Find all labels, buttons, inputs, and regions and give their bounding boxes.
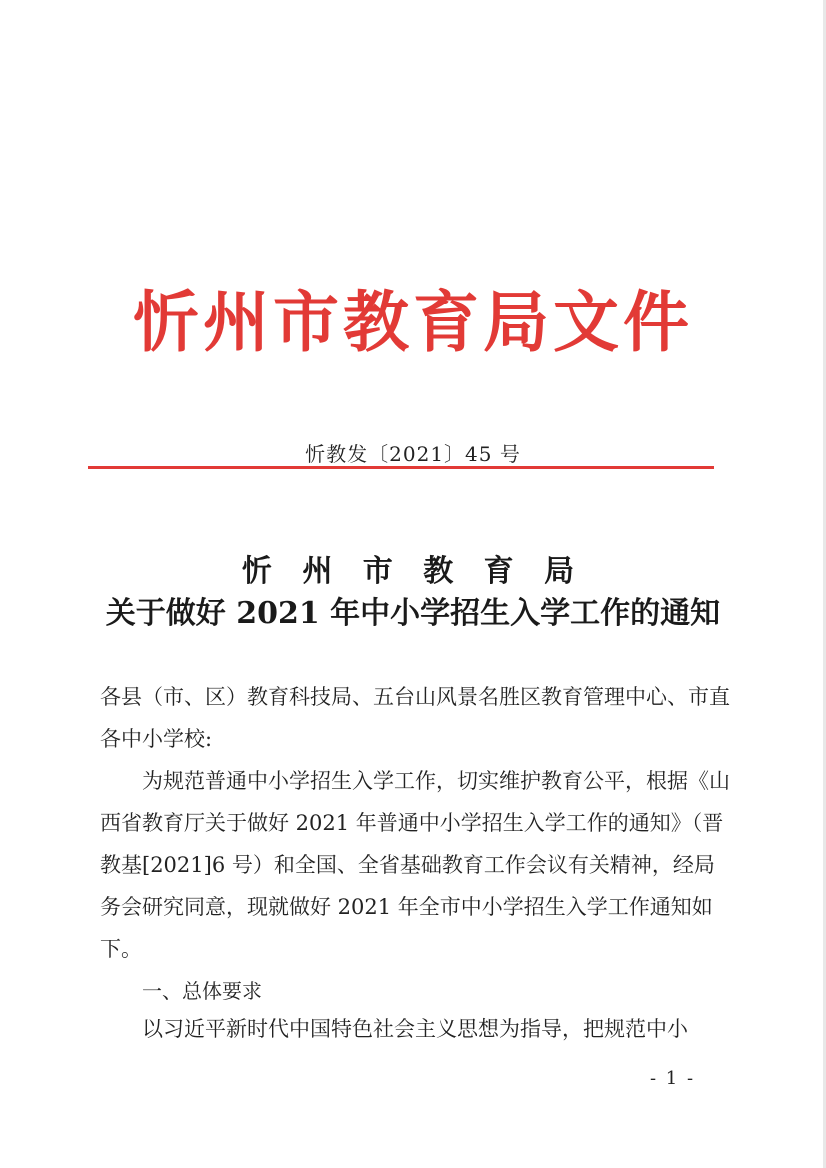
body-paragraph-2: 以习近平新时代中国特色社会主义思想为指导，把规范中小 [142, 1017, 688, 1041]
section-heading-1: 一、总体要求 [142, 979, 262, 1003]
document-number: 忻教发〔2021〕45 号 [305, 442, 521, 466]
page-number: - 1 - [650, 1068, 696, 1089]
notice-title: 关于做好 2021 年中小学招生入学工作的通知 [105, 596, 721, 631]
body-paragraph-1: 为规范普通中小学招生入学工作，切实维护教育公平，根据《山西省教育厅关于做好 2021 年普通中小学招生入学工作的通知》（晋教基[2021]6 号）和全国、全省基础教育工作会议有关精神，经局务会研究同意，现就做好 2021 年全市中小学招生入学工作通知如下。 [100, 769, 730, 961]
addressee: 各县（市、区）教育科技局、五台山风景名胜区教育管理中心、市直各中小学校: [100, 685, 730, 751]
issuing-authority: 忻 州 市 教 育 局 [241, 554, 585, 589]
document-header-title: 忻州市教育局文件 [133, 283, 693, 361]
red-divider-line [88, 466, 714, 469]
